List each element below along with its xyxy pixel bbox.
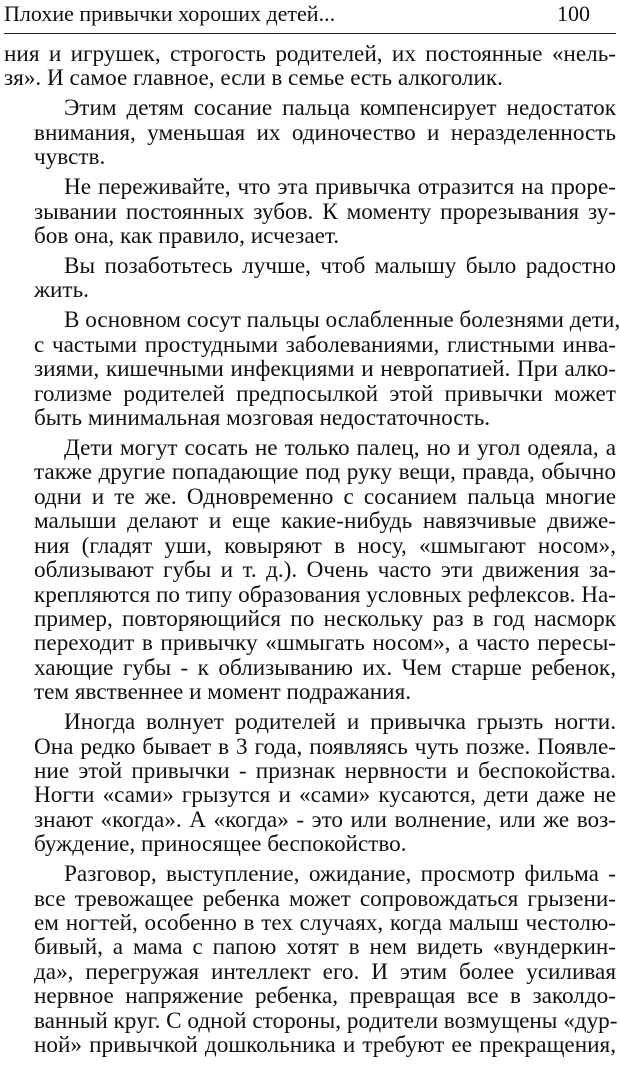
text-line: крепляются по типу образования условных рефлексов. На- bbox=[34, 581, 616, 608]
text-line: Иногда волнует родителей и привычка грызть ногти. bbox=[64, 709, 616, 736]
text-line: все тревожащее ребенка может сопровождаться грызени- bbox=[34, 885, 616, 912]
text-line: Этим детям сосание пальца компенсирует недостаток bbox=[64, 95, 616, 122]
text-line: переходит в привычку «шмыгать носом», а часто пересы- bbox=[34, 630, 616, 657]
header-rule bbox=[4, 33, 616, 34]
text-line: внимания, уменьшая их одиночество и неразделенность bbox=[34, 119, 616, 146]
text-line: с частыми простудными заболеваниями, глистными инва- bbox=[34, 331, 616, 358]
text-line: зя». И самое главное, если в семье есть алкоголик. bbox=[4, 65, 503, 92]
text-line: быть минимальная мозговая недостаточность. bbox=[34, 405, 491, 432]
text-line: пример, повторяющийся по нескольку раз в год насморк bbox=[34, 605, 616, 632]
running-header bbox=[4, 0, 616, 30]
text-line: ем ногтей, особенно в тех случаях, когда малыш честолю- bbox=[34, 909, 616, 936]
text-line: Ногти «сами» грызутся и «сами» кусаются, дети даже не bbox=[34, 782, 616, 809]
text-line: Дети могут сосать не только палец, но и угол одеяла, а bbox=[64, 435, 616, 462]
text-line: жить. bbox=[34, 277, 89, 304]
text-line: Она редко бывает в 3 года, появляясь чуть позже. Появле- bbox=[34, 733, 616, 760]
text-line: зывании постоянных зубов. К моменту прорезывания зу- bbox=[34, 198, 616, 225]
text-line: нервное напряжение ребенка, превращая все в заколдо- bbox=[34, 983, 616, 1010]
text-line: голизме родителей предпосылкой этой привычки может bbox=[34, 380, 616, 407]
paragraph bbox=[4, 862, 616, 1057]
text-line: ния и игрушек, строгость родителей, их постоянные «нель- bbox=[4, 41, 616, 67]
running-title: Плохие привычки хороших детей... bbox=[4, 1, 336, 26]
paragraph bbox=[4, 436, 616, 704]
text-line: да», перегружая интеллект его. И этим более усиливая bbox=[34, 958, 616, 985]
text-line: ной» привычкой дошкольника и требуют ее прекращения, bbox=[34, 1032, 616, 1058]
text-line: малыши делают и еще какие-нибудь навязчивые движе- bbox=[34, 508, 616, 535]
text-line: Вы позаботьтесь лучше, чтоб малышу было радостно bbox=[64, 253, 616, 280]
text-line: облизывают губы и т. д.). Очень часто эти движения за- bbox=[34, 557, 616, 584]
text-line: чувств. bbox=[34, 144, 106, 171]
paragraph bbox=[4, 96, 616, 169]
text-line: В основном сосут пальцы ослабленные болезнями дети, bbox=[64, 307, 620, 334]
page-number: 100 bbox=[557, 1, 590, 26]
text-line: бов она, как правило, исчезает. bbox=[34, 223, 340, 250]
text-line: зиями, кишечными инфекциями и невропатией. При алко- bbox=[34, 356, 616, 383]
text-line: хающие губы - к облизыванию их. Чем старше ребенок, bbox=[34, 654, 616, 681]
text-line: Не переживайте, что эта привычка отразится на проре- bbox=[64, 174, 616, 201]
paragraph bbox=[4, 307, 620, 432]
text-line: Разговор, выступление, ожидание, просмотр фильма - bbox=[64, 861, 616, 888]
text-line: также другие попадающие под руку вещи, правда, обычно bbox=[34, 459, 616, 486]
text-line: знают «когда». А «когда» - это или волнение, или же воз- bbox=[34, 806, 616, 833]
paragraph bbox=[4, 710, 616, 856]
body-text bbox=[4, 41, 620, 1058]
text-line: тем явственнее и момент подражания. bbox=[34, 679, 412, 706]
paragraph bbox=[4, 254, 616, 303]
text-line: ние этой привычки - признак нервности и беспокойства. bbox=[34, 757, 616, 784]
text-line: ния (гладят уши, ковыряют в носу, «шмыгают носом», bbox=[34, 532, 616, 559]
paragraph bbox=[4, 175, 616, 248]
text-line: одни и те же. Одновременно с сосанием пальца многие bbox=[34, 483, 616, 510]
text-line: бивый, а мама с папою хотят в нем видеть «вундеркин- bbox=[34, 934, 616, 961]
paragraph bbox=[4, 42, 616, 91]
text-line: буждение, приносящее беспокойство. bbox=[34, 831, 407, 858]
text-line: ванный круг. С одной стороны, родители возмущены «дур- bbox=[34, 1007, 618, 1034]
